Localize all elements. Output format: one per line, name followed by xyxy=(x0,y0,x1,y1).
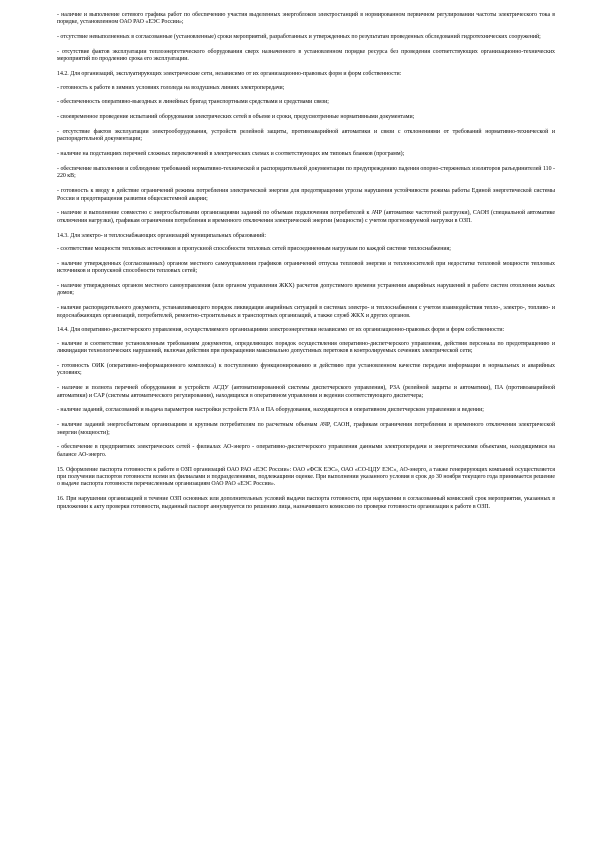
paragraph: - своевременное проведение испытаний оборудования электрических сетей в объеме и сроки, предусмотренные нормативными документами; xyxy=(57,114,415,121)
paragraph: - наличие заданий, согласований и выдача параметров настройки устройств РЗА и ПА оборудования, находящегося в оперативном диспетчерском управлении и ведении; xyxy=(57,407,484,414)
paragraph: - отсутствие фактов эксплуатации теплоэнергетического оборудования сверх назначенного в установленном порядке ресурса без проведения соответствующих организационно-технических мероприятий по продлению срока его эксплуатации. xyxy=(57,49,555,63)
paragraph: - готовность к работе в зимних условиях гололеда на воздушных линиях электропередачи; xyxy=(57,84,285,91)
paragraph: - наличие и выполнение совместно с энергосбытовыми организациями заданий по объемам подключения потребителей к АЧР (автоматике частотной разгрузки), САОН (специальной автоматике отключения нагрузки), графикам ограничения потребления и временного отключения электрической энергии (мощности) с учетом прогнозируемой нагрузки в ОЗП. xyxy=(57,210,555,224)
paragraph: - обеспечение выполнения и соблюдение требований нормативно-технической и распорядительной документации по предупреждению падения опорно-стержневых изоляторов разъединителей 110 - 220 кВ; xyxy=(57,166,555,180)
section-heading-14-4: 14.4. Для оперативно-диспетчерского управления, осуществляемого организациями электроэнергетики независимо от их организационно-правовых форм и форм собственности: xyxy=(57,327,505,334)
paragraph: - наличие и соответствие установленным требованиям документов, определяющих порядок осуществления оперативно-диспетчерского управления, действия персонала по предотвращению и ликвидации технологических нарушений, включая действия при прекращении максимально допустимых перетоков в контролируемых сечениях электрической сети; xyxy=(57,340,555,355)
paragraph: - соответствие мощности тепловых источников и пропускной способности тепловых сетей присоединенным нагрузкам по каждой системе теплоснабжения; xyxy=(57,246,451,253)
paragraph: - обеспеченность оперативно-выездных и линейных бригад транспортными средствами и средствами связи; xyxy=(57,99,329,106)
paragraph: - наличие утвержденных (согласованных) органом местного самоуправления графиков ограничений отпуска тепловой энергии и теплоносителей при недостатке тепловой мощности тепловых источников и пропускной способности тепловых сетей; xyxy=(57,260,555,275)
paragraph: - отсутствие невыполненных в согласованные (установленные) сроки мероприятий, разработанных и утвержденных по результатам проведенных обследований гидротехнических сооружений; xyxy=(57,34,541,41)
paragraph: - отсутствие фактов эксплуатации электрооборудования, устройств релейной защиты, противоаварийной автоматики и связи с отклонениями от требований нормативно-технической и распорядительной документации; xyxy=(57,129,555,143)
section-heading-14-2: 14.2. Для организаций, эксплуатирующих электрические сети, независимо от их организационно-правовых форм и форм собственности: xyxy=(57,71,402,78)
paragraph: - наличие распорядительного документа, устанавливающего порядок ликвидации аварийных ситуаций в системах электро- и теплоснабжения с учетом взаимодействия тепло-, электро-, топливо- и водоснабжающих организаций, потребителей, ремонтно-строительных и транспортных организаций, а также служб ЖКХ и других органов. xyxy=(57,305,555,319)
section-heading-14-3: 14.3. Для электро- и теплоснабжающих организаций муниципальных образований: xyxy=(57,232,267,239)
paragraph: - готовность к вводу в действие ограничений режима потребления электрической энергии для предотвращения угрозы нарушения устойчивости режима работы Единой энергетической системы России и предотвращения развития общесистемной аварии; xyxy=(57,188,555,202)
paragraph: - наличие и полнота перечней оборудования и устройств АСДУ (автоматизированной системы диспетчерского управления), РЗА (релейной защиты и автоматики), ПА (противоаварийной автоматики) и САР (системы автоматического регулирования), находящихся в оперативном управлении и ведении соответствующего диспетчера; xyxy=(57,385,555,399)
paragraph: - наличие утвержденных органом местного самоуправления (или органом управления ЖКХ) расчетов допустимого времени устранения аварийных нарушений в работе систем отопления жилых домов; xyxy=(57,283,555,297)
section-paragraph-15: 15. Оформление паспорта готовности к работе в ОЗП организаций ОАО РАО «ЕЭС России»: ОАО «ФСК ЕЭС», ОАО «СО-ЦДУ ЕЭС», АО-энерго, а также генерирующих компаний осуществляется при получении паспортов готовности всеми их филиалами и подразделениями, подлежащими оценке. При выполнении указанного условия в срок до 30 ноября текущего года принимается решение о выдаче паспорта готовности перечисленным организациям ОАО РАО «ЕЭС России». xyxy=(57,466,555,488)
paragraph: - обеспечение в предприятиях электрических сетей - филиалах АО-энерго - оперативно-диспетчерского управления данными электропередачи и энергетическими объектами, находящимися на балансе АО-энерго. xyxy=(57,444,555,458)
paragraph: - наличие заданий энергосбытовым организациям и крупным потребителям по расчетным объемам АЧР, САОН, графикам ограничения потребления и временного отключения электрической энергии (мощности); xyxy=(57,422,555,436)
section-paragraph-16: 16. При нарушении организацией в течение ОЗП основных или дополнительных условий выдачи паспорта готовности, при нарушении в согласованный комиссией срок мероприятия, указанных в приложении к акту проверки готовности, выданный паспорт аннулируется по решению лица, назначившего комиссию по проверке готовности организации к работе в ОЗП. xyxy=(57,496,555,510)
paragraph: - готовность ОИК (оперативно-информационного комплекса) к поступлению функционированию и действию при установленном качестве передачи информации в нормальных и аварийных условиях; xyxy=(57,363,555,377)
paragraph: - наличие и выполнение сетевого графика работ по обеспечению участия выделенных энергоблоков электростанций в нормированном первичном регулировании частоты электрического тока в порядке, установленном ОАО РАО «ЕЭС России»; xyxy=(57,12,555,26)
paragraph: - наличие на подстанциях перечней сложных переключений в электрических схемах и соответствующих им типовых бланков (программ); xyxy=(57,151,405,158)
